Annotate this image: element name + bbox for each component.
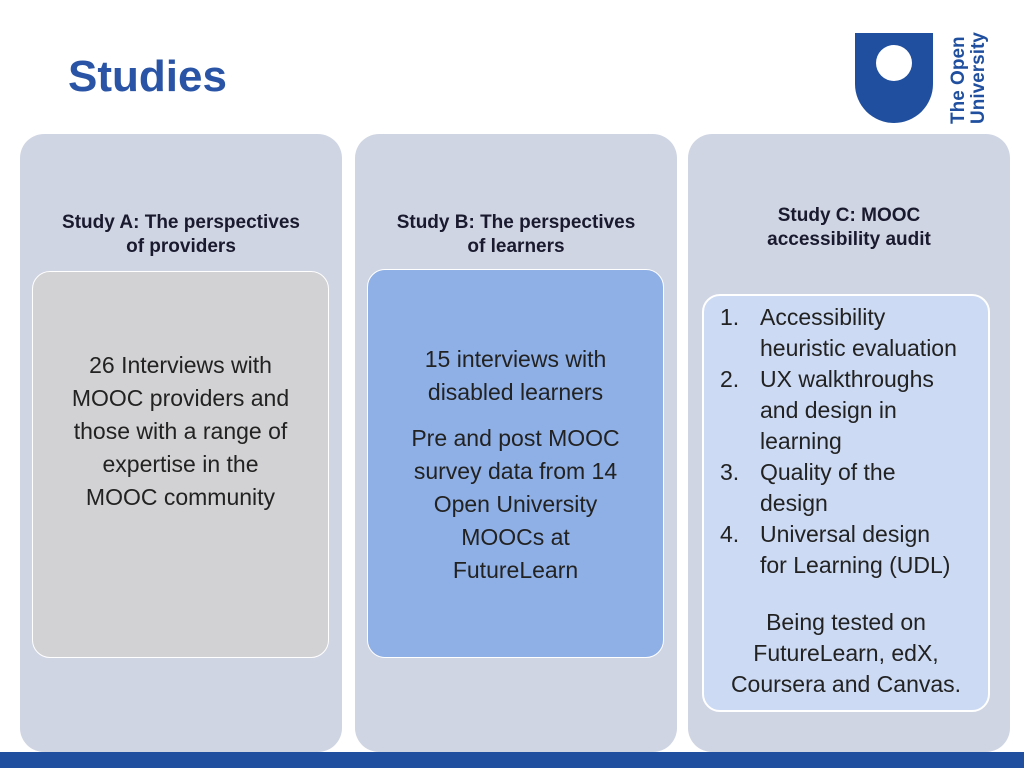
study-b-column xyxy=(355,134,677,752)
study-b-card xyxy=(367,269,664,658)
list-item-number: 4. xyxy=(720,521,740,547)
study-a-body-line: expertise in the xyxy=(102,451,259,477)
study-c-note xyxy=(704,607,988,700)
study-b-para2-line: survey data from 14 xyxy=(413,458,618,484)
study-b-para2-line: MOOCs at xyxy=(461,524,570,550)
open-university-logo xyxy=(852,30,992,128)
study-b-para2-line: FutureLearn xyxy=(452,557,579,583)
study-b-para1-line: disabled learners xyxy=(427,379,604,405)
study-a-heading-line1: Study A: The perspectives xyxy=(62,212,300,233)
logo-shield-icon xyxy=(855,33,933,123)
study-b-heading-line1: Study B: The perspectives xyxy=(396,212,636,233)
list-item-line: and design in xyxy=(760,397,897,423)
list-item xyxy=(720,457,988,519)
footer-bar xyxy=(0,752,1024,768)
study-a-column xyxy=(20,134,342,752)
logo-text-line1: The Open xyxy=(948,36,969,124)
study-c-column xyxy=(688,134,1010,752)
list-item xyxy=(720,364,988,457)
study-b-para2-line: Open University xyxy=(433,491,598,517)
logo-text xyxy=(944,30,990,128)
study-a-body-line: those with a range of xyxy=(73,418,288,444)
list-item-line: design xyxy=(760,490,828,516)
list-item-line: for Learning (UDL) xyxy=(760,552,951,578)
study-b-para1-line: 15 interviews with xyxy=(424,346,607,372)
study-c-card xyxy=(702,294,990,712)
list-item-line: learning xyxy=(760,428,842,454)
study-c-method-list xyxy=(720,302,988,581)
list-item-line: Quality of the xyxy=(760,459,896,485)
logo-dot-icon xyxy=(876,45,912,81)
study-b-heading-line2: of learners xyxy=(467,236,565,257)
study-c-note-line: Coursera and Canvas. xyxy=(730,671,962,697)
list-item-number: 2. xyxy=(720,366,740,392)
study-a-card xyxy=(32,271,329,658)
list-item-line: Universal design xyxy=(760,521,931,547)
logo-text-line2: University xyxy=(968,32,989,124)
study-a-body-line: MOOC community xyxy=(85,484,276,510)
study-a-heading xyxy=(20,211,342,259)
study-a-heading-line2: of providers xyxy=(126,236,236,257)
study-c-heading-line1: Study C: MOOC xyxy=(777,205,921,226)
list-item-line: heuristic evaluation xyxy=(760,335,957,361)
study-c-heading xyxy=(688,204,1010,252)
list-item-number: 1. xyxy=(720,304,740,330)
study-c-heading-line2: accessibility audit xyxy=(767,229,931,250)
study-c-note-line: Being tested on xyxy=(766,609,926,635)
study-c-note-line: FutureLearn, edX, xyxy=(753,640,939,666)
study-b-para2-line: Pre and post MOOC xyxy=(411,425,620,451)
study-a-body-line: 26 Interviews with xyxy=(89,352,272,378)
list-item xyxy=(720,302,988,364)
list-item xyxy=(720,519,988,581)
study-b-heading xyxy=(355,211,677,259)
list-item-line: Accessibility xyxy=(760,304,886,330)
list-item-number: 3. xyxy=(720,459,740,485)
slide-title: Studies xyxy=(68,52,227,101)
list-item-line: UX walkthroughs xyxy=(760,366,934,392)
study-a-body-line: MOOC providers and xyxy=(71,385,290,411)
